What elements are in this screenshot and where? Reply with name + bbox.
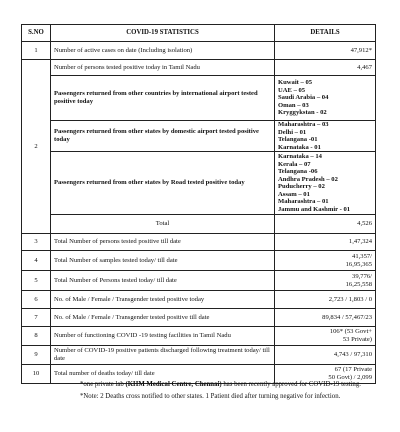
total-value: 4,526: [275, 215, 376, 234]
road-state-list: [275, 152, 376, 215]
header-covid-statistics: COVID-19 STATISTICS: [51, 25, 275, 42]
row-label: Total number of deaths today/ till date: [51, 365, 275, 384]
value-line: 53 Private): [342, 336, 372, 344]
list-item: Kuwait – 05: [278, 79, 313, 87]
list-item: Telangana -06: [278, 168, 318, 176]
row-value: [275, 327, 376, 346]
row-sno: 4: [22, 251, 51, 271]
covid-statistics-table: [21, 24, 376, 384]
row-sno: 3: [22, 234, 51, 251]
row-label: Total Number of samples tested today/ till date: [51, 251, 275, 271]
row-sno: 7: [22, 309, 51, 327]
road-passengers-label: Passengers returned from other states by Road tested positive today: [51, 152, 275, 215]
row-sno: 8: [22, 327, 51, 346]
list-item: Maharashtra – 03: [278, 121, 329, 128]
list-item: Saudi Arabia – 04: [278, 94, 329, 102]
row-label: Number of active cases on date (Including isolation): [51, 42, 275, 60]
header-row: [22, 25, 376, 42]
table-row: [22, 152, 376, 215]
value-line: 39,776/: [352, 272, 372, 280]
lab-note-suffix: has been recently approved for COVID-19 testing.: [221, 381, 361, 388]
list-item: Telangana -01: [278, 136, 318, 144]
list-item: Andhra Pradesh – 02: [278, 175, 338, 183]
footnotes: [80, 381, 380, 405]
row-value: 47,912*: [275, 42, 376, 60]
table-row: [22, 327, 376, 346]
table-row: [22, 60, 376, 76]
list-item: Jammu and Kashmir - 01: [278, 205, 351, 213]
row-value: [275, 271, 376, 291]
list-item: Assam – 01: [278, 190, 310, 198]
row-label: No. of Male / Female / Transgender tested positive till date: [51, 309, 275, 327]
row-value: [275, 251, 376, 271]
table-row: [22, 251, 376, 271]
list-item: Karnataka - 01: [278, 143, 321, 151]
row-sno: 5: [22, 271, 51, 291]
table-row: [22, 215, 376, 234]
table-row: [22, 121, 376, 152]
value-line: 16,25,558: [345, 280, 372, 288]
total-label: Total: [51, 215, 275, 234]
header-sno: S.NO: [22, 25, 51, 42]
table-row: [22, 76, 376, 121]
list-item: UAE – 05: [278, 86, 306, 94]
lab-note-prefix: *one private lab: [80, 381, 126, 388]
value-line: 16,95,365: [345, 260, 372, 268]
list-item: Oman – 03: [278, 101, 309, 109]
list-item: Puducherry – 02: [278, 183, 325, 191]
international-country-list: [275, 76, 376, 121]
table-row: [22, 291, 376, 309]
row-label: Number of persons tested positive today in Tamil Nadu: [51, 60, 275, 76]
row-sno: 10: [22, 365, 51, 384]
table-row: [22, 234, 376, 251]
value-line: 106* (53 Govt+: [329, 328, 372, 336]
international-passengers-label: Passengers returned from other countries by international airport tested positive today: [51, 76, 275, 121]
row-label: Total Number of persons tested positive till date: [51, 234, 275, 251]
deaths-note: *Note: 2 Deaths cross notified to other states. 1 Patient died after turning negative for infection.: [80, 393, 341, 401]
lab-name: (KHM Medical Centre, Chennai): [125, 381, 222, 388]
row-value: 2,723 / 1,803 / 0: [275, 291, 376, 309]
table-row: [22, 271, 376, 291]
domestic-state-list: [275, 121, 376, 152]
value-line: 41,357/: [352, 252, 372, 260]
row-label: No. of Male / Female / Transgender tested positive today: [51, 291, 275, 309]
row-label: Total Number of Persons tested today/ till date: [51, 271, 275, 291]
list-item: Karnataka – 14: [278, 153, 322, 160]
row-label: Number of functioning COVID -19 testing facilities in Tamil Nadu: [51, 327, 275, 346]
list-item: Maharashtra – 01: [278, 198, 329, 206]
list-item: Kerala – 07: [278, 160, 311, 168]
header-details: DETAILS: [275, 25, 376, 42]
row-label: Number of COVID-19 positive patients discharged following treatment today/ till date: [51, 346, 275, 365]
list-item: Delhi – 01: [278, 128, 307, 136]
row-sno: 9: [22, 346, 51, 365]
row-sno: 1: [22, 42, 51, 60]
row-value: 4,467: [275, 60, 376, 76]
value-line: 50 Govt) / 2,099: [328, 374, 372, 382]
row-value: 89,834 / 57,467/23: [275, 309, 376, 327]
value-line: 67 (17 Private: [334, 366, 372, 374]
row-sno: 2: [22, 60, 51, 234]
domestic-passengers-label: Passengers returned from other states by domestic airport tested positive today: [51, 121, 275, 152]
table-row: [22, 309, 376, 327]
row-sno: 6: [22, 291, 51, 309]
list-item: Kryggykstan - 02: [278, 109, 327, 117]
row-value: 1,47,324: [275, 234, 376, 251]
row-value: 4,743 / 97,310: [275, 346, 376, 365]
lab-approval-note: [80, 381, 380, 389]
table-row: [22, 346, 376, 365]
table-row: [22, 42, 376, 60]
